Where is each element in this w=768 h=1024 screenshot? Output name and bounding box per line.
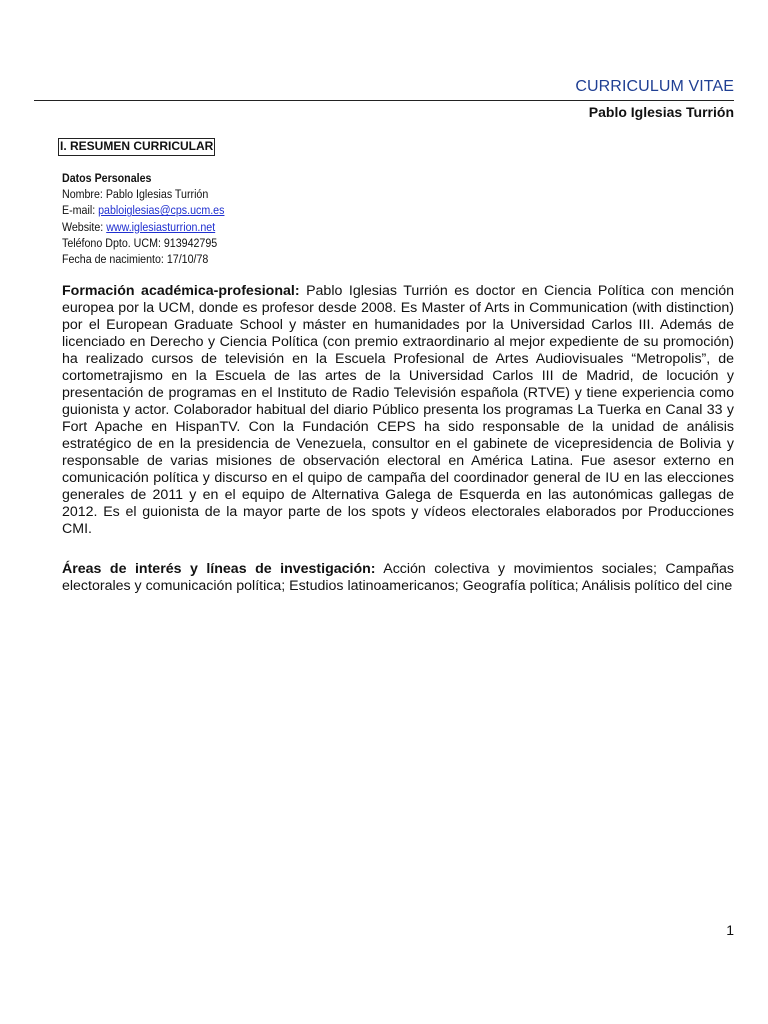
document-title: CURRICULUM VITAE — [575, 78, 734, 95]
formacion-text: Pablo Iglesias Turrión es doctor en Ciencia Política con mención europea por la UCM, donde es profesor desde 2008. Es Master of Arts in Communication (with distinction) por el European Graduate School y máster en humanidades por la Universidad Carlos III. Además de licenciado en Derecho y Ciencia Política (con premio extraordinario al mejor expediente de su promoción) ha realizado cursos de televisión en la Escuela Profesional de Artes Audiovisuales “Metropolis”, de cortometrajismo en la Escuela de las artes de la Universidad Carlos III de Madrid, de locución y presentación de programas en el Instituto de Radio Televisión española (RTVE) y tiene experiencia como guionista y actor. Colaborador habitual del diario Público presenta los programas La Tuerka en Canal 33 y Fort Apache en HispanTV. Con la Fundación CEPS ha sido responsable de la unidad de análisis estratégico de en la presidencia de Venezuela, consultor en el gabinete de vicepresidencia de Bolivia y responsable de varias misiones de observación electoral en América Latina. Fue asesor externo en comunicación política y discurso en el quipo de campaña del coordinador general de IU en las elecciones generales de 2011 y en el equipo de Alternativa Galega de Esquerda en las autonómicas gallegas de 2012. Es el guionista de la mayor parte de los spots y vídeos electorales elaborados por Producciones CMI. — [62, 283, 734, 537]
personal-name-line: Nombre: Pablo Iglesias Turrión — [62, 187, 209, 202]
website-label: Website: — [62, 219, 107, 234]
personal-website-line — [62, 219, 224, 235]
email-link[interactable]: pabloiglesias@cps.ucm.es — [98, 203, 225, 218]
areas-paragraph — [62, 561, 734, 595]
personal-data-heading: Datos Personales — [62, 171, 152, 185]
personal-data-block — [62, 170, 224, 267]
personal-email-line — [62, 202, 224, 218]
email-label: E-mail: — [62, 203, 99, 218]
website-link[interactable]: www.iglesiasturrion.net — [106, 219, 216, 234]
areas-text: Acción colectiva y movimientos sociales; Campañas electorales y comunicación política; Estudios latinoamericanos; Geografía política; Análisis político del cine — [62, 561, 735, 594]
personal-phone-line: Teléfono Dpto. UCM: 913942795 — [62, 235, 218, 250]
formacion-label: Formación académica-profesional: — [62, 283, 300, 299]
author-name: Pablo Iglesias Turrión — [588, 104, 734, 120]
personal-birthdate-line: Fecha de nacimiento: 17/10/78 — [62, 252, 209, 267]
title-divider — [34, 100, 734, 101]
formacion-paragraph — [62, 283, 734, 538]
page-number: 1 — [726, 922, 734, 938]
section-heading-resumen: I. RESUMEN CURRICULAR — [58, 138, 215, 156]
areas-label: Áreas de interés y líneas de investigación: — [62, 561, 376, 577]
